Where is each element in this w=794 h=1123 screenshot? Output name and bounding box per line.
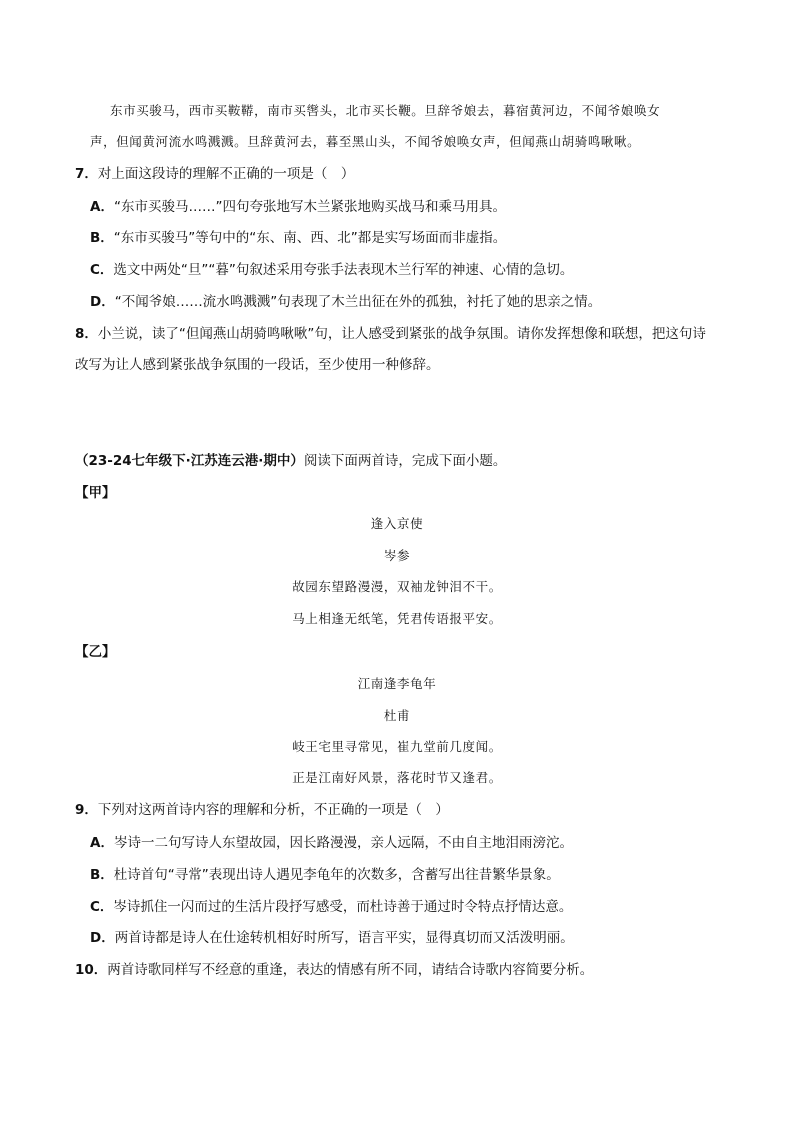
q9-option-a [90,834,573,852]
q9-option-b [90,866,560,884]
question-number: 8． [75,326,98,342]
q7-option-d [90,293,601,311]
poem-jia-title: 逢入京使 [370,516,424,531]
poem-yi-title: 江南逢李龟年 [357,676,437,691]
poem-jia-line-1: 故园东望路漫漫，双袖龙钟泪不干。 [292,579,502,594]
option-key: C． [90,899,114,915]
option-key: D． [90,294,115,310]
question-number: 7． [75,166,98,182]
q7-option-c [90,261,573,279]
poem-jia-marker: 【甲】 [75,485,116,501]
question-8 [75,325,706,343]
question-8-line-2: 改写为让人感到紧张战争氛围的一段话，至少使用一种修辞。 [75,357,440,373]
question-number: 9． [75,802,98,818]
passage-line-2: 声，但闻黄河流水鸣溅溅。旦辞黄河去，暮至黑山头，不闻爷娘唤女声，但闻燕山胡骑鸣啾啾。 [90,134,641,149]
poem-yi-author: 杜甫 [383,708,411,723]
question-7 [75,165,354,183]
poem-yi-marker: 【乙】 [75,644,116,660]
option-text: 杜诗首句“寻常”表现出诗人遇见李龟年的次数多，含蓄写出往昔繁华景象。 [113,867,560,883]
question-9 [75,801,449,819]
poem-jia-line-2: 马上相逢无纸笔，凭君传语报平安。 [292,611,502,626]
option-key: B． [90,867,114,883]
option-key: D． [90,930,115,946]
poem-yi-line-2: 正是江南好风景，落花时节又逢君。 [292,770,502,785]
poem-jia-author: 岑参 [383,548,411,563]
option-key: A． [90,199,114,215]
option-text: 岑诗一二句写诗人东望故园，因长路漫漫，亲人远隔，不由自主地泪雨滂沱。 [113,835,573,851]
option-text: “不闻爷娘……流水鸣溅溅”句表现了木兰出征在外的孤独，衬托了她的思亲之情。 [114,294,602,310]
poem-yi-line-1: 岐王宅里寻常见，崔九堂前几度闻。 [292,739,502,754]
q9-option-d [90,929,574,947]
option-text: 选文中两处“旦”“暮”句叙述采用夸张手法表现木兰行军的神速、心情的急切。 [113,262,574,278]
section-instruction: 阅读下面两首诗，完成下面小题。 [303,453,507,469]
section-intro [75,452,506,470]
q7-option-a [90,198,506,216]
question-stem: 小兰说，读了“但闻燕山胡骑鸣啾啾”句，让人感受到紧张的战争氛围。请你发挥想像和联想，把这句诗 [97,326,706,342]
question-10 [75,961,593,979]
q9-option-c [90,898,572,916]
question-number: 10． [75,962,108,978]
option-key: C． [90,262,114,278]
option-text: “东市买骏马”等句中的“东、南、西、北”都是实写场面而非虚指。 [113,230,507,246]
q7-option-b [90,229,506,247]
question-stem: 下列对这两首诗内容的理解和分析，不正确的一项是（ ） [97,802,449,818]
option-text: “东市买骏马……”四句夸张地写木兰紧张地购买战马和乘马用具。 [113,199,506,215]
passage-line-1: 东市买骏马，西市买鞍鞯，南市买辔头，北市买长鞭。旦辞爷娘去，暮宿黄河边，不闻爷娘唤女 [110,103,661,118]
section-source: （23-24七年级下·江苏连云港·期中） [75,453,304,469]
question-stem: 两首诗歌同样写不经意的重逢，表达的情感有所不同，请结合诗歌内容简要分析。 [107,962,594,978]
option-key: B． [90,230,114,246]
option-key: A． [90,835,114,851]
option-text: 岑诗抓住一闪而过的生活片段抒写感受，而杜诗善于通过时令特点抒情达意。 [113,899,573,915]
question-stem: 对上面这段诗的理解不正确的一项是（ ） [97,166,355,182]
option-text: 两首诗都是诗人在仕途转机相好时所写，语言平实，显得真切而又活泼明丽。 [114,930,574,946]
